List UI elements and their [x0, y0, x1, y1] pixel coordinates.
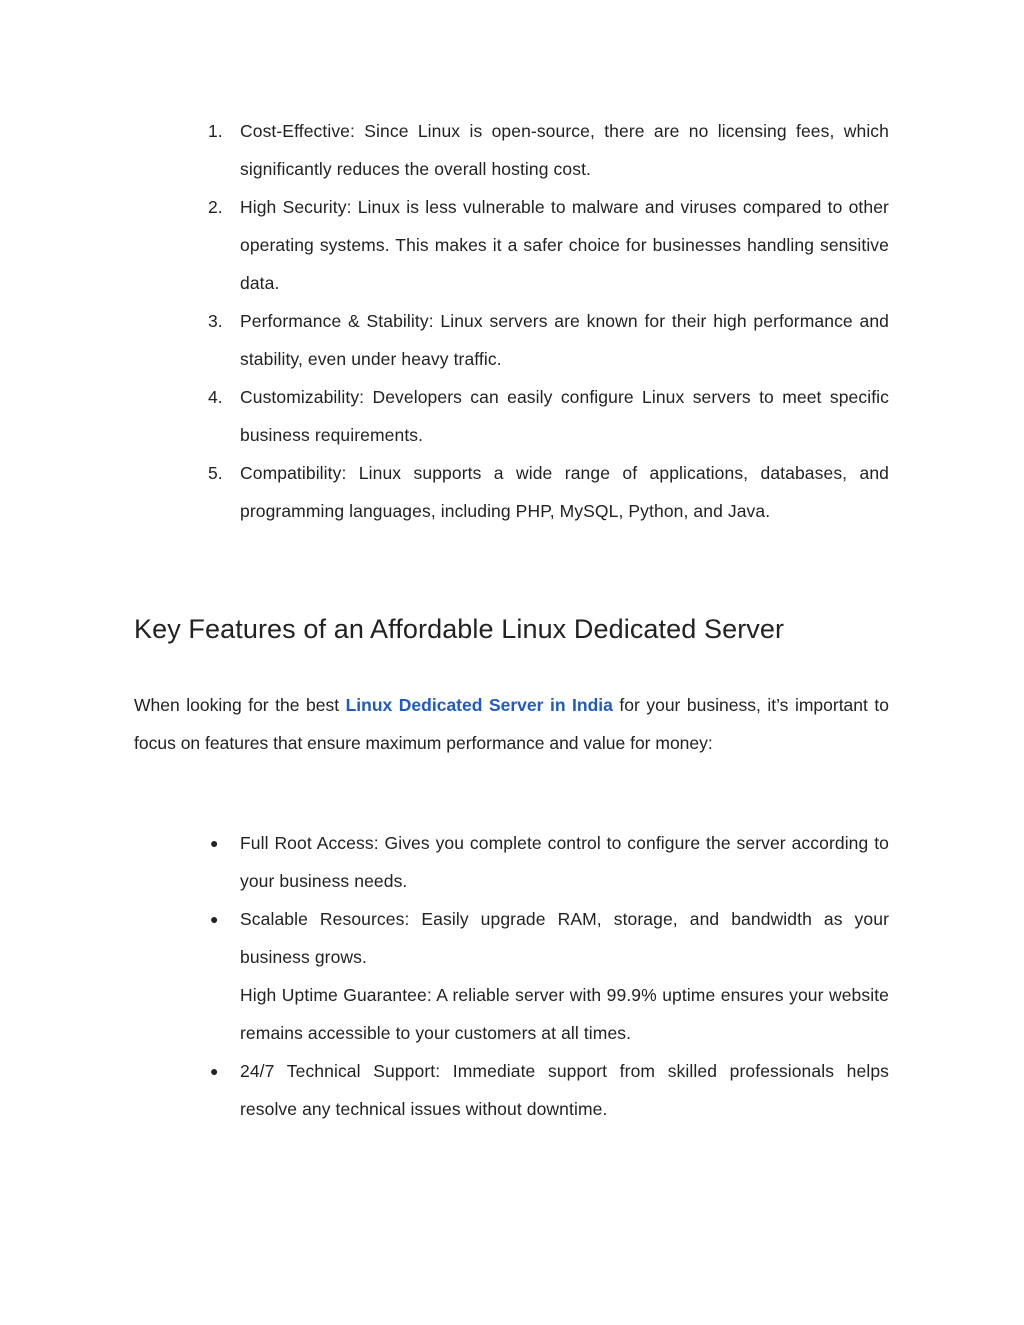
- list-marker: 5.: [208, 463, 223, 483]
- list-marker: 1.: [208, 121, 223, 141]
- list-item-text: Scalable Resources: Easily upgrade RAM, storage, and bandwidth as your business grows.: [240, 909, 889, 967]
- bullet-icon: ●: [210, 1063, 219, 1079]
- list-item-text: Compatibility: Linux supports a wide range of applications, databases, and programming languages, including PHP, MySQL, Python, and Java.: [240, 463, 889, 521]
- intro-paragraph: [134, 686, 889, 762]
- features-bullet-list: [0, 824, 1024, 1128]
- list-item: [0, 1052, 1024, 1128]
- list-item-text: 24/7 Technical Support: Immediate support from skilled professionals helps resolve any technical issues without downtime.: [240, 1061, 889, 1119]
- section-heading: Key Features of an Affordable Linux Dedicated Server: [134, 614, 785, 644]
- intro-text-after: for your business, it’s important to focus on features that ensure maximum performance and value for money:: [134, 695, 890, 753]
- list-item-text: High Security: Linux is less vulnerable to malware and viruses compared to other operating systems. This makes it a safer choice for businesses handling sensitive data.: [240, 197, 889, 293]
- list-item-text: Customizability: Developers can easily configure Linux servers to meet specific business requirements.: [240, 387, 889, 445]
- bullet-icon: ●: [210, 835, 219, 851]
- list-item: [0, 824, 1024, 900]
- list-item-text: Performance & Stability: Linux servers are known for their high performance and stability, even under heavy traffic.: [240, 311, 889, 369]
- bullet-icon: ●: [210, 911, 219, 927]
- list-item: [0, 454, 1024, 530]
- list-item: [0, 302, 1024, 378]
- list-marker: 2.: [208, 197, 223, 217]
- benefits-numbered-list: [0, 112, 1024, 530]
- list-item: [0, 112, 1024, 188]
- list-item: [0, 378, 1024, 454]
- intro-text-before: When looking for the best: [134, 695, 346, 715]
- list-item: [0, 900, 1024, 976]
- list-item-text: Cost-Effective: Since Linux is open-source, there are no licensing fees, which significantly reduces the overall hosting cost.: [240, 121, 889, 179]
- list-item: [0, 976, 1024, 1052]
- linux-dedicated-server-link[interactable]: Linux Dedicated Server in India: [345, 695, 613, 715]
- list-item: [0, 188, 1024, 302]
- list-item-text: Full Root Access: Gives you complete control to configure the server according to your business needs.: [240, 833, 889, 891]
- list-item-text: High Uptime Guarantee: A reliable server with 99.9% uptime ensures your website remains accessible to your customers at all times.: [240, 985, 889, 1043]
- list-marker: 4.: [208, 387, 223, 407]
- list-marker: 3.: [208, 311, 223, 331]
